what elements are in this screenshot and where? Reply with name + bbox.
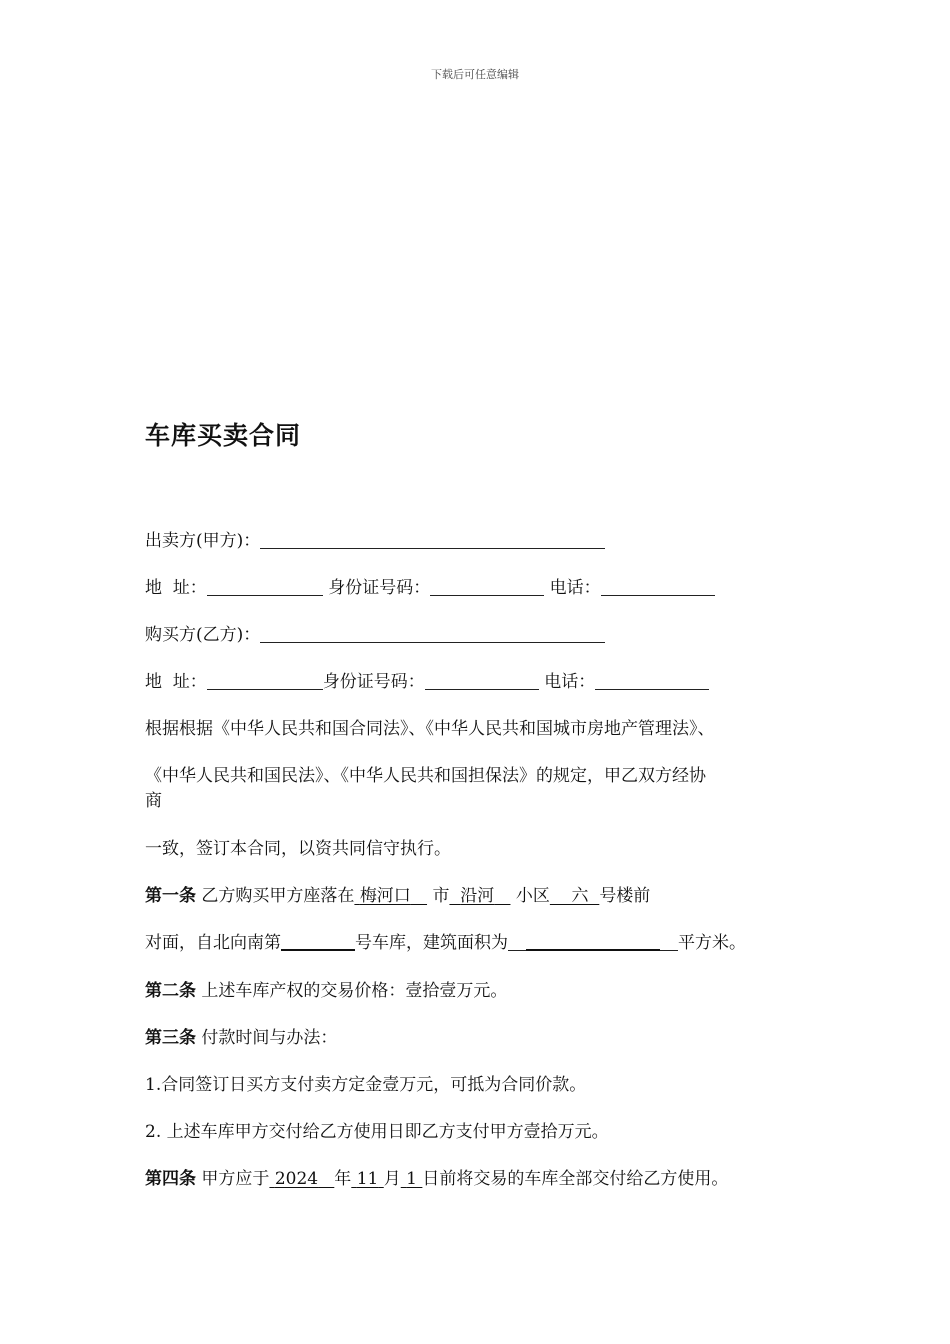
article-2-text: 上述车库产权的交易价格：壹拾壹万元。 bbox=[201, 981, 508, 1001]
payment-item-2: 2. 上述车库甲方交付给乙方使用日即乙方支付甲方壹拾万元。 bbox=[145, 1122, 609, 1142]
delivery-month: 11 bbox=[356, 1169, 379, 1189]
preamble-line-1: 根据根据《中华人民共和国合同法》、《中华人民共和国城市房地产管理法》、 bbox=[145, 719, 715, 739]
article-1-line-2 bbox=[145, 932, 746, 954]
buyer-name-blank bbox=[260, 626, 605, 643]
buyer-address-blank bbox=[207, 673, 323, 690]
preamble-line-2-wrap: 商 bbox=[145, 791, 162, 811]
article-1-text-3: 小区 bbox=[515, 886, 550, 906]
article-4-line bbox=[145, 1168, 728, 1190]
payment-item-1: 1.合同签订日买方支付卖方定金壹万元，可抵为合同价款。 bbox=[145, 1075, 587, 1095]
article-4-text-3: 月 bbox=[383, 1169, 401, 1189]
article-1-text-1: 乙方购买甲方座落在 bbox=[201, 886, 355, 906]
buyer-phone-blank bbox=[595, 673, 709, 690]
seller-phone-label: 电话： bbox=[549, 578, 601, 598]
article-1-text-6: 号车库，建筑面积为 bbox=[355, 933, 508, 953]
delivery-year: 2024 bbox=[274, 1169, 319, 1189]
buyer-phone-label: 电话： bbox=[544, 672, 596, 692]
seller-id-blank bbox=[430, 579, 544, 596]
area-blank bbox=[526, 933, 660, 951]
seller-info-line bbox=[145, 577, 715, 599]
article-1-text-2: 市 bbox=[432, 886, 450, 906]
buyer-line bbox=[145, 624, 605, 646]
article-4-heading: 第四条 bbox=[145, 1169, 196, 1189]
buyer-address-label: 地 址： bbox=[145, 672, 207, 692]
seller-phone-blank bbox=[601, 579, 715, 596]
article-3-text: 付款时间与办法： bbox=[201, 1028, 338, 1048]
buyer-label: 购买方(乙方)： bbox=[145, 625, 261, 645]
article-1-text-4: 号楼前 bbox=[599, 886, 651, 906]
seller-name-blank bbox=[260, 532, 605, 549]
seller-id-label: 身份证号码： bbox=[328, 578, 431, 598]
article-2-line bbox=[145, 980, 507, 1002]
delivery-day: 1 bbox=[406, 1169, 417, 1189]
article-1-city: 梅河口 bbox=[359, 886, 411, 906]
article-1-heading: 第一条 bbox=[145, 886, 196, 906]
article-3-heading: 第三条 bbox=[145, 1028, 196, 1048]
article-2-heading: 第二条 bbox=[145, 981, 196, 1001]
article-1-building: 六 bbox=[571, 886, 589, 906]
garage-number-blank bbox=[281, 933, 355, 951]
preamble-line-2: 《中华人民共和国民法》、《中华人民共和国担保法》的规定，甲乙双方经协 bbox=[145, 766, 706, 786]
article-1-text-7: 平方米。 bbox=[678, 933, 746, 953]
article-4-text-2: 年 bbox=[334, 1169, 352, 1189]
buyer-id-label: 身份证号码： bbox=[322, 672, 425, 692]
article-4-text-4: 日前将交易的车库全部交付给乙方使用。 bbox=[422, 1169, 729, 1189]
buyer-id-blank bbox=[425, 673, 539, 690]
seller-address-blank bbox=[207, 579, 323, 596]
seller-label: 出卖方(甲方)： bbox=[145, 531, 261, 551]
seller-address-label: 地 址： bbox=[145, 578, 207, 598]
article-1-text-5: 对面，自北向南第 bbox=[145, 933, 281, 953]
buyer-info-line bbox=[145, 671, 709, 693]
article-1-district: 沿河 bbox=[460, 886, 495, 906]
page-header-note: 下载后可任意编辑 bbox=[431, 68, 519, 81]
article-4-text-1: 甲方应于 bbox=[201, 1169, 270, 1189]
article-1-line-1 bbox=[145, 885, 650, 907]
preamble-line-3: 一致，签订本合同，以资共同信守执行。 bbox=[145, 839, 451, 859]
seller-line bbox=[145, 530, 605, 552]
area-blank-pre bbox=[508, 934, 526, 951]
article-3-line bbox=[145, 1027, 337, 1049]
area-blank-post bbox=[660, 934, 678, 951]
contract-title: 车库买卖合同 bbox=[145, 421, 302, 450]
